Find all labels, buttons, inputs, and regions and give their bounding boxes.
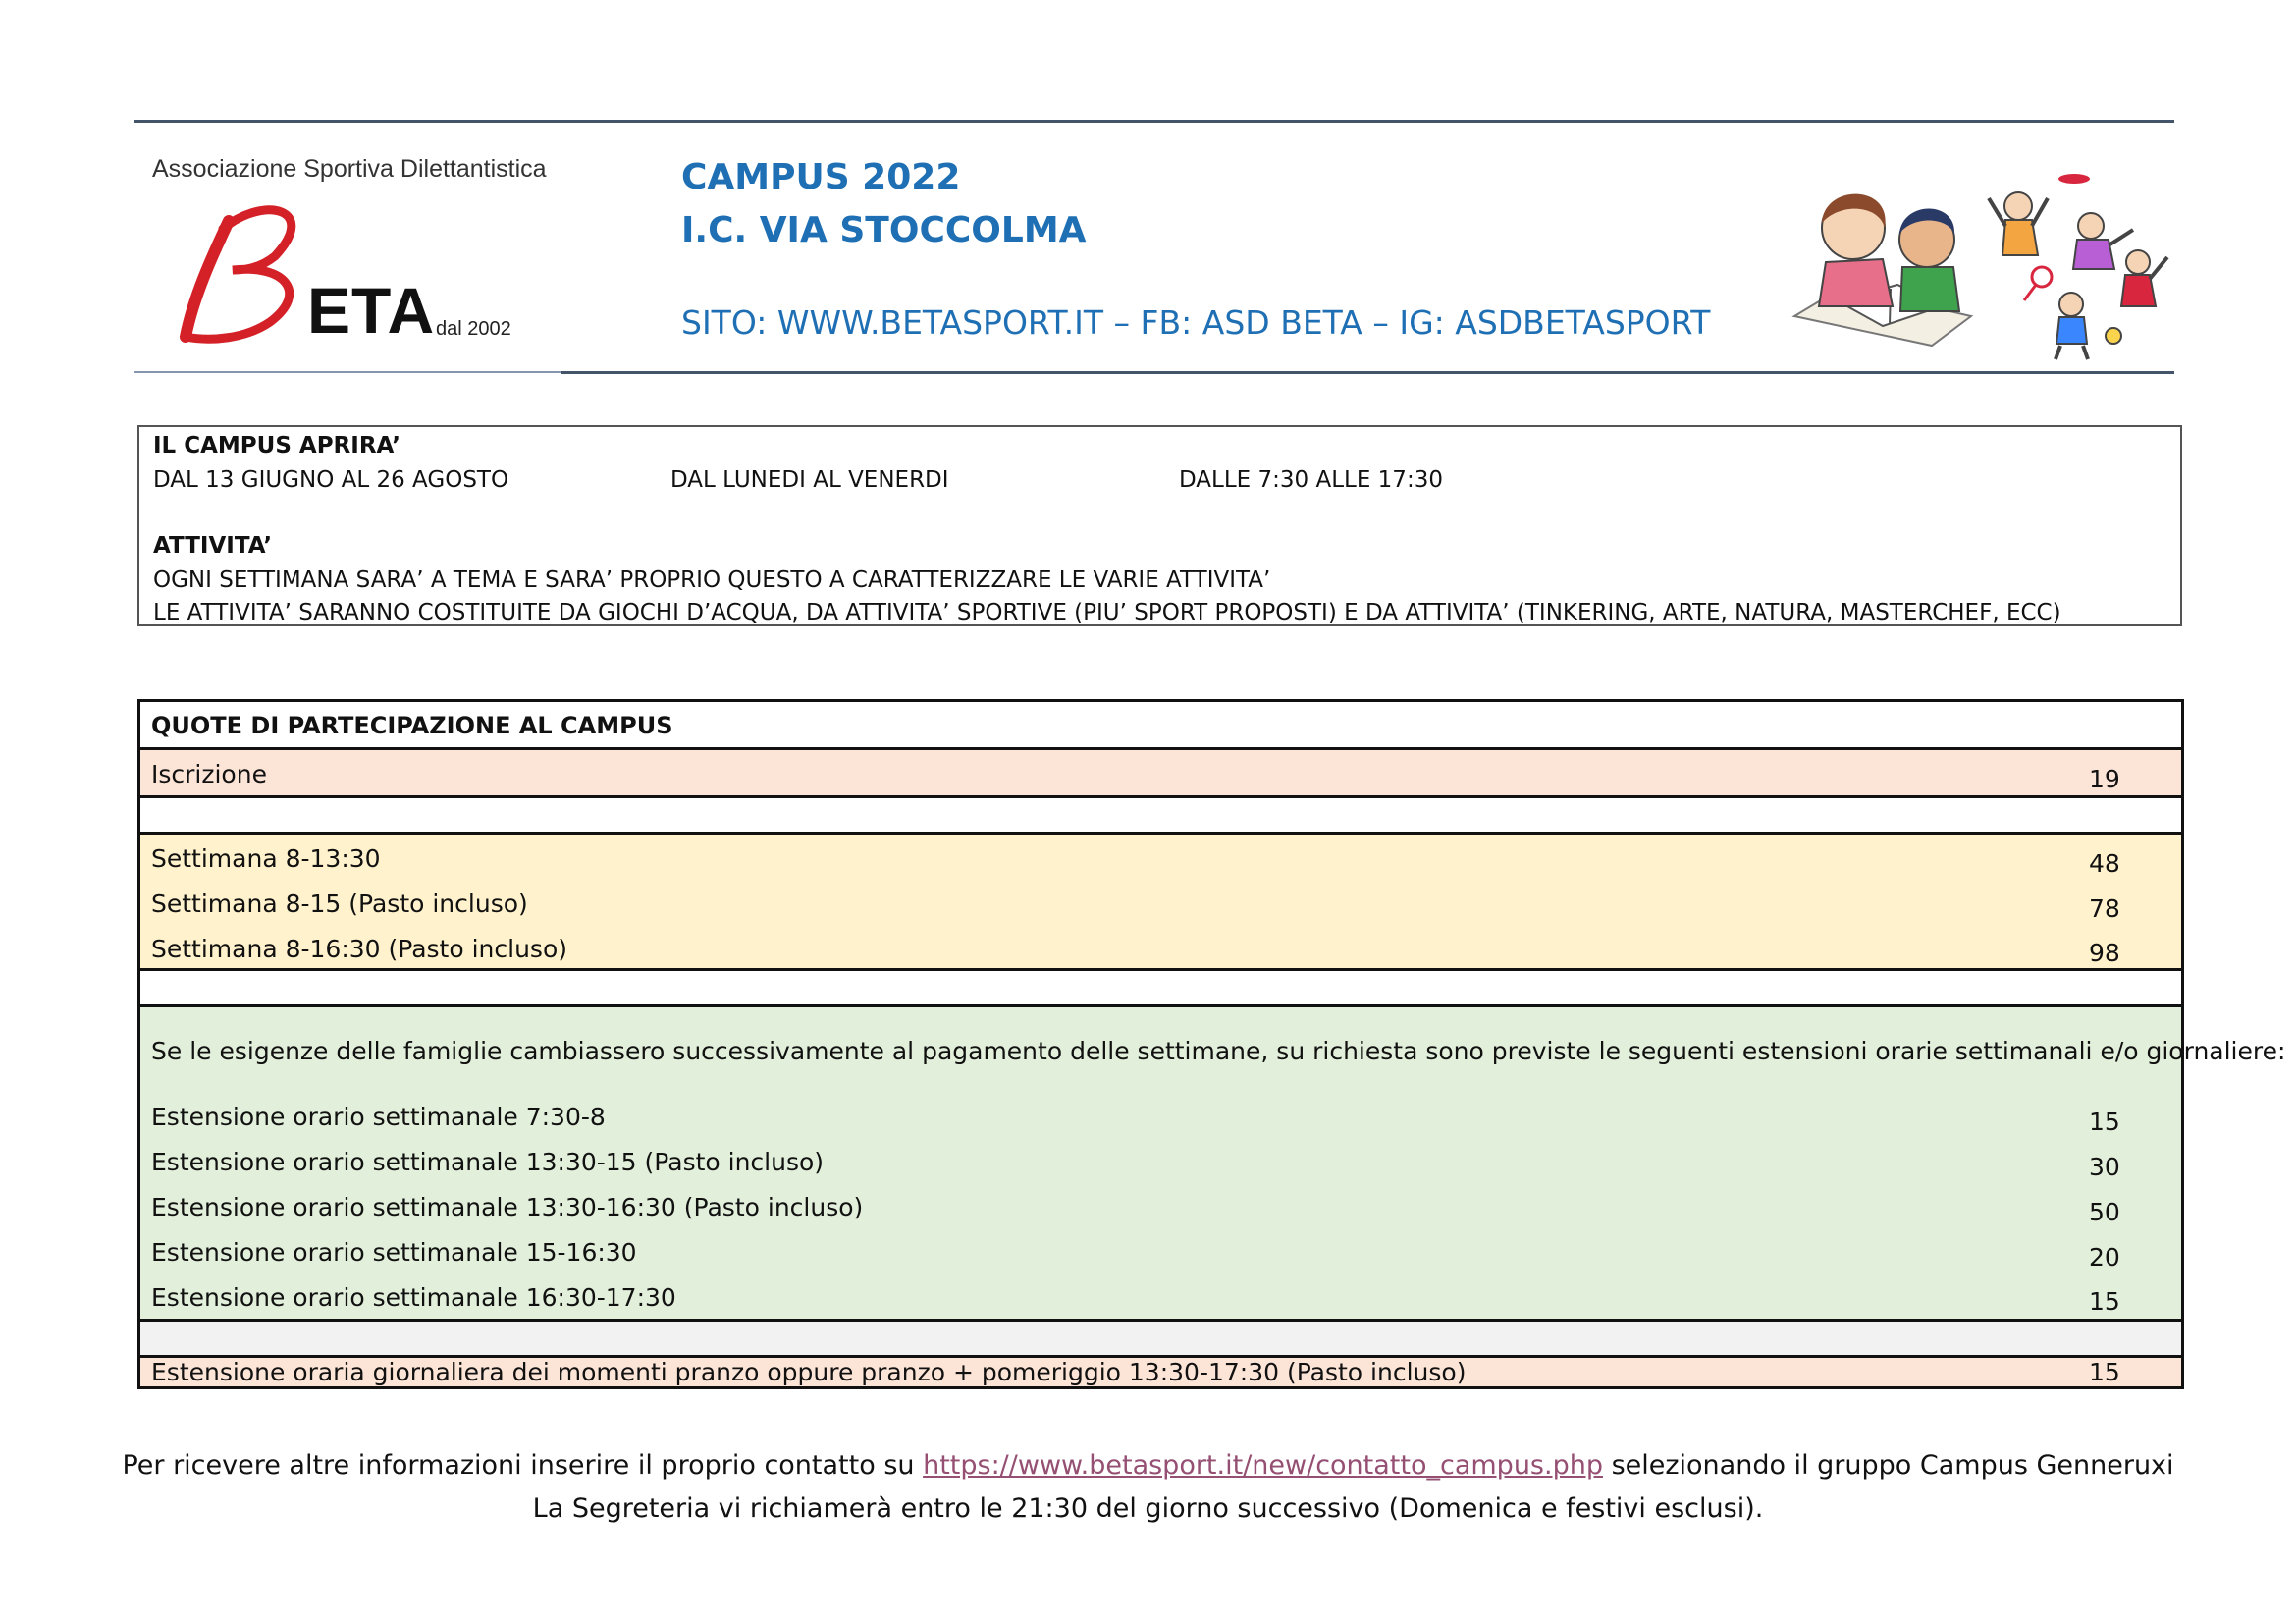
weekly-fees-block — [140, 835, 2181, 971]
logo-b-mark — [172, 199, 319, 347]
daily-extension-label: Estensione oraria giornaliera dei momenti pranzo oppure pranzo + pomeriggio 13:30-17:30 (Pasto incluso) — [151, 1358, 1467, 1386]
fees-heading-row — [140, 702, 2181, 750]
activities-heading: ATTIVITA’ — [153, 533, 273, 559]
extension-label: Estensione orario settimanale 16:30-17:30 — [151, 1283, 676, 1312]
activities-line-2: LE ATTIVITA’ SARANNO COSTITUITE DA GIOCHI D’ACQUA, DA ATTIVITA’ SPORTIVE (PIU’ SPORT PROPOSTI) E DA ATTIVITA’ (TINKERING, ARTE, NATURA, MASTERCHEF, ECC) — [153, 600, 2061, 625]
registration-row — [140, 750, 2181, 798]
footer-text-after: selezionando il gruppo Campus Genneruxi — [1602, 1450, 2174, 1481]
extensions-note: Se le esigenze delle famiglie cambiassero successivamente al pagamento delle settimane, su richiesta sono previste le seguenti estensioni orarie settimanali e/o giornaliere: — [151, 1037, 2286, 1065]
extensions-block — [140, 1007, 2286, 1322]
weekly-fee-value: 48 — [2089, 849, 2120, 878]
weekly-fee-label: Settimana 8-13:30 — [151, 844, 381, 873]
page-subtitle: I.C. VIA STOCCOLMA — [681, 210, 1087, 250]
beta-logo — [147, 155, 569, 352]
weekly-fee-label: Settimana 8-16:30 (Pasto incluso) — [151, 935, 567, 963]
extension-value: 20 — [2089, 1243, 2120, 1272]
fees-table — [137, 699, 2286, 1389]
extension-value: 15 — [2089, 1108, 2120, 1136]
extension-label: Estensione orario settimanale 13:30-15 (Pasto incluso) — [151, 1148, 825, 1176]
footer-text-before: Per ricevere altre informazioni inserire il proprio contatto su — [122, 1450, 924, 1481]
extension-value: 30 — [2089, 1153, 2120, 1181]
page-title: CAMPUS 2022 — [681, 157, 961, 197]
registration-value: 19 — [2089, 765, 2120, 793]
opening-dates: DAL 13 GIUGNO AL 26 AGOSTO — [153, 467, 509, 493]
spacer-row — [140, 1322, 2181, 1358]
logo-since-text: dal 2002 — [436, 318, 511, 340]
opening-hours: DALLE 7:30 ALLE 17:30 — [1179, 467, 1443, 493]
weekly-fee-value: 98 — [2089, 939, 2120, 967]
footer-line-2: La Segreteria vi richiamerà entro le 21:30 del giorno successivo (Domenica e festivi esclusi). — [532, 1493, 1764, 1524]
contact-link[interactable]: https://www.betasport.it/new/contatto_campus.php — [923, 1450, 1603, 1481]
extension-value: 15 — [2089, 1287, 2120, 1316]
extension-label: Estensione orario settimanale 7:30-8 — [151, 1103, 606, 1131]
campus-info-box — [137, 425, 2182, 626]
kids-illustration — [1785, 169, 2169, 361]
daily-extension-value: 15 — [2089, 1358, 2120, 1386]
opening-heading: IL CAMPUS APRIRA’ — [153, 433, 400, 459]
opening-days: DAL LUNEDI AL VENERDI — [670, 467, 949, 493]
registration-label: Iscrizione — [151, 760, 267, 788]
daily-extension-row — [140, 1358, 2181, 1386]
spacer-row — [140, 971, 2181, 1007]
header-rule-bottom-left — [134, 371, 561, 373]
header-rule-bottom-right — [561, 371, 2174, 374]
fees-heading: QUOTE DI PARTECIPAZIONE AL CAMPUS — [151, 712, 673, 739]
weekly-fee-label: Settimana 8-15 (Pasto incluso) — [151, 890, 528, 918]
footer-line-1 — [0, 1450, 2296, 1481]
extension-value: 50 — [2089, 1198, 2120, 1226]
header-rule-top — [134, 120, 2174, 123]
logo-org-text: Associazione Sportiva Dilettantistica — [152, 155, 547, 183]
weekly-fee-value: 78 — [2089, 894, 2120, 923]
header-social-links: SITO: WWW.BETASPORT.IT – FB: ASD BETA – IG: ASDBETASPORT — [681, 303, 1711, 342]
extension-label: Estensione orario settimanale 15-16:30 — [151, 1238, 637, 1267]
activities-line-1: OGNI SETTIMANA SARA’ A TEMA E SARA’ PROPRIO QUESTO A CARATTERIZZARE LE VARIE ATTIVITA’ — [153, 568, 1271, 593]
spacer-row — [140, 798, 2181, 835]
logo-brand-text: ETA — [307, 274, 436, 347]
extension-label: Estensione orario settimanale 13:30-16:30 (Pasto incluso) — [151, 1193, 864, 1221]
